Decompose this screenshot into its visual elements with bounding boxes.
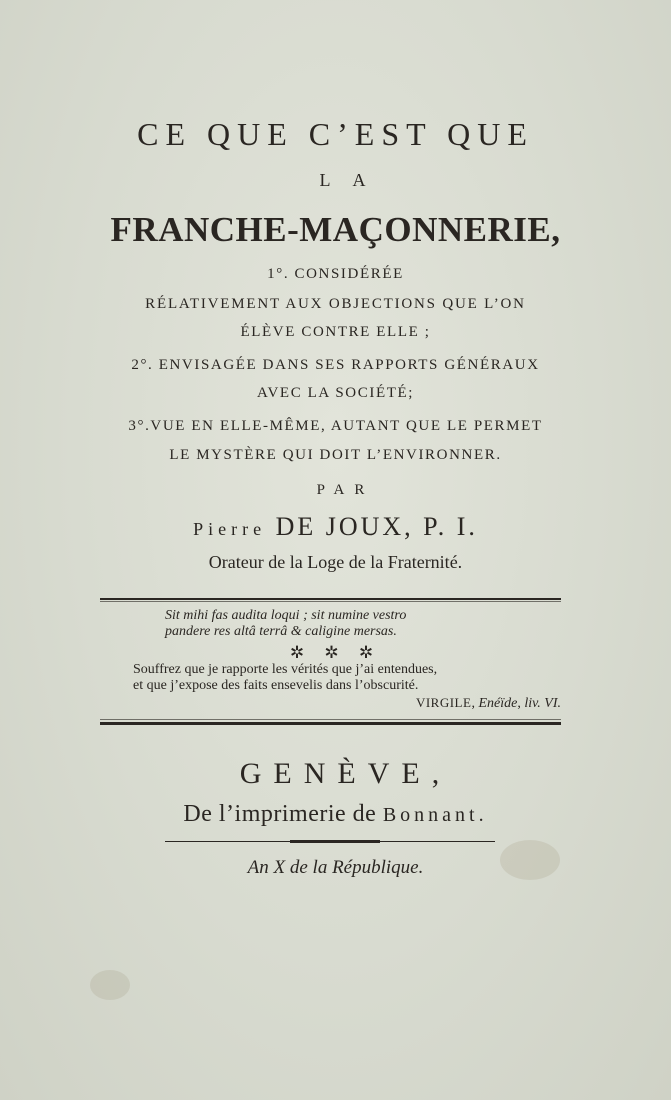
imprint-date: An X de la République. xyxy=(247,857,424,878)
epigraph-source: VIRGILE, Enéïde, liv. VI. xyxy=(415,695,561,711)
title-line-2: LA xyxy=(319,170,388,190)
epigraph-french-2: et que j’expose des faits ensevelis dans l’obscurité. xyxy=(133,678,419,693)
point-3-line-2: LE MYSTÈRE QUI DOIT L’ENVIRONNER. xyxy=(169,447,502,463)
epigraph-latin-2: pandere res altâ terrâ & caligine mersas. xyxy=(165,624,397,639)
divider-bottom xyxy=(100,722,561,725)
divider-top xyxy=(100,598,561,600)
point-3-line-1: 3°.VUE EN ELLE-MÊME, AUTANT QUE LE PERMET xyxy=(128,418,543,434)
ornament-stars: ✲ ✲ ✲ xyxy=(289,643,382,662)
author-role: Orateur de la Loge de la Fraternité. xyxy=(208,552,463,572)
title-main: FRANCHE-MAÇONNERIE, xyxy=(110,210,561,249)
point-1-line-1: 1°. CONSIDÉRÉE xyxy=(267,266,404,282)
divider-top-thin xyxy=(100,601,561,602)
printer-prefix: De l’imprimerie de xyxy=(183,801,377,827)
epigraph-french-1: Souffrez que je rapporte les vérités que j’ai entendues, xyxy=(133,662,438,677)
paper-stain xyxy=(90,970,130,1000)
point-2-line-2: AVEC LA SOCIÉTÉ; xyxy=(257,385,414,401)
point-2-line-1: 2°. ENVISAGÉE DANS SES RAPPORTS GÉNÉRAUX xyxy=(131,357,540,373)
author-surname: DE JOUX, P. I. xyxy=(275,512,478,541)
imprint-printer xyxy=(0,801,671,828)
source-author: VIRGILE xyxy=(415,695,472,710)
divider-bottom-thin xyxy=(100,719,561,720)
author-name xyxy=(0,512,671,542)
imprint-divider-ornament xyxy=(290,840,380,843)
imprint-city: GENÈVE, xyxy=(239,757,452,790)
source-book: liv. VI. xyxy=(524,696,561,711)
author-first-name: Pierre xyxy=(193,519,267,539)
title-line-1: CE QUE C’EST QUE xyxy=(137,116,534,152)
source-work: Enéïde xyxy=(478,696,518,711)
printer-name: Bonnant. xyxy=(382,804,488,826)
point-1-line-3: ÉLÈVE CONTRE ELLE ; xyxy=(240,324,431,340)
par-label: PAR xyxy=(316,482,375,498)
point-1-line-2: RÉLATIVEMENT AUX OBJECTIONS QUE L’ON xyxy=(145,296,526,312)
epigraph-latin-1: Sit mihi fas audita loqui ; sit numine vestro xyxy=(165,608,407,623)
